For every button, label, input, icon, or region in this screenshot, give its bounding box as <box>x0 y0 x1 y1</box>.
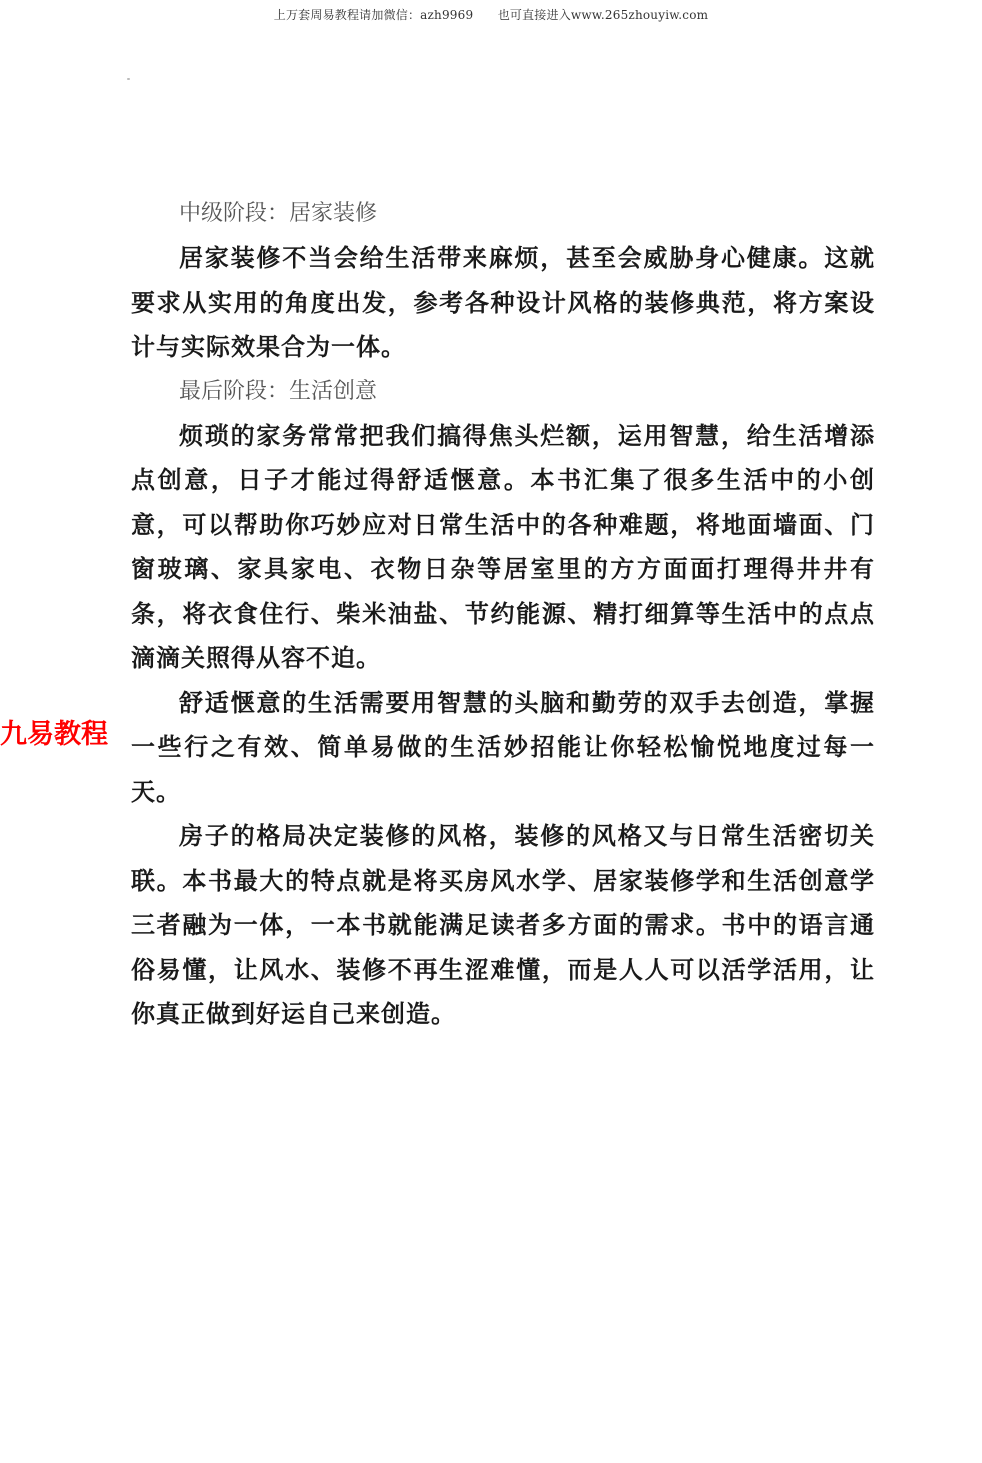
paragraph-decoration: 居家装修不当会给生活带来麻烦，甚至会威胁身心健康。这就要求从实用的角度出发，参考各种设计风格的装修典范，将方案设计与实际效果合为一体。 <box>131 243 875 361</box>
watermark-logo-text: 九易教程 <box>0 719 108 750</box>
paragraph-book-features: 房子的格局决定装修的风格，装修的风格又与日常生活密切关联。本书最大的特点就是将买房风水学、居家装修学和生活创意学三者融为一体，一本书就能满足读者多方面的需求。书中的语言通俗易懂，让风水、装修不再生涩难懂，而是人人可以活学活用，让你真正做到好运自己来创造。 <box>131 821 875 1028</box>
header-promo-note: 上万套周易教程请加微信：azh9969 也可直接进入www.265zhouyiw.com <box>273 8 709 22</box>
section-heading-decoration: 中级阶段：居家装修 <box>179 201 378 226</box>
paragraph-life-ideas: 烦琐的家务常常把我们搞得焦头烂额，运用智慧，给生活增添点创意，日子才能过得舒适惬意。本书汇集了很多生活中的小创意，可以帮助你巧妙应对日常生活中的各种难题，将地面墙面、门窗玻璃、家具家电、衣物日杂等居室里的方方面面打理得井井有条，将衣食住行、柴米油盐、节约能源、精打细算等生活中的点点滴滴关照得从容不迫。 <box>131 420 875 672</box>
section-heading-life-ideas: 最后阶段：生活创意 <box>179 378 378 404</box>
scan-speck <box>127 78 130 80</box>
paragraph-comfortable-life: 舒适惬意的生活需要用智慧的头脑和勤劳的双手去创造，掌握一些行之有效、简单易做的生活妙招能让你轻松愉悦地度过每一天。 <box>131 687 875 806</box>
page-body <box>131 192 875 1037</box>
